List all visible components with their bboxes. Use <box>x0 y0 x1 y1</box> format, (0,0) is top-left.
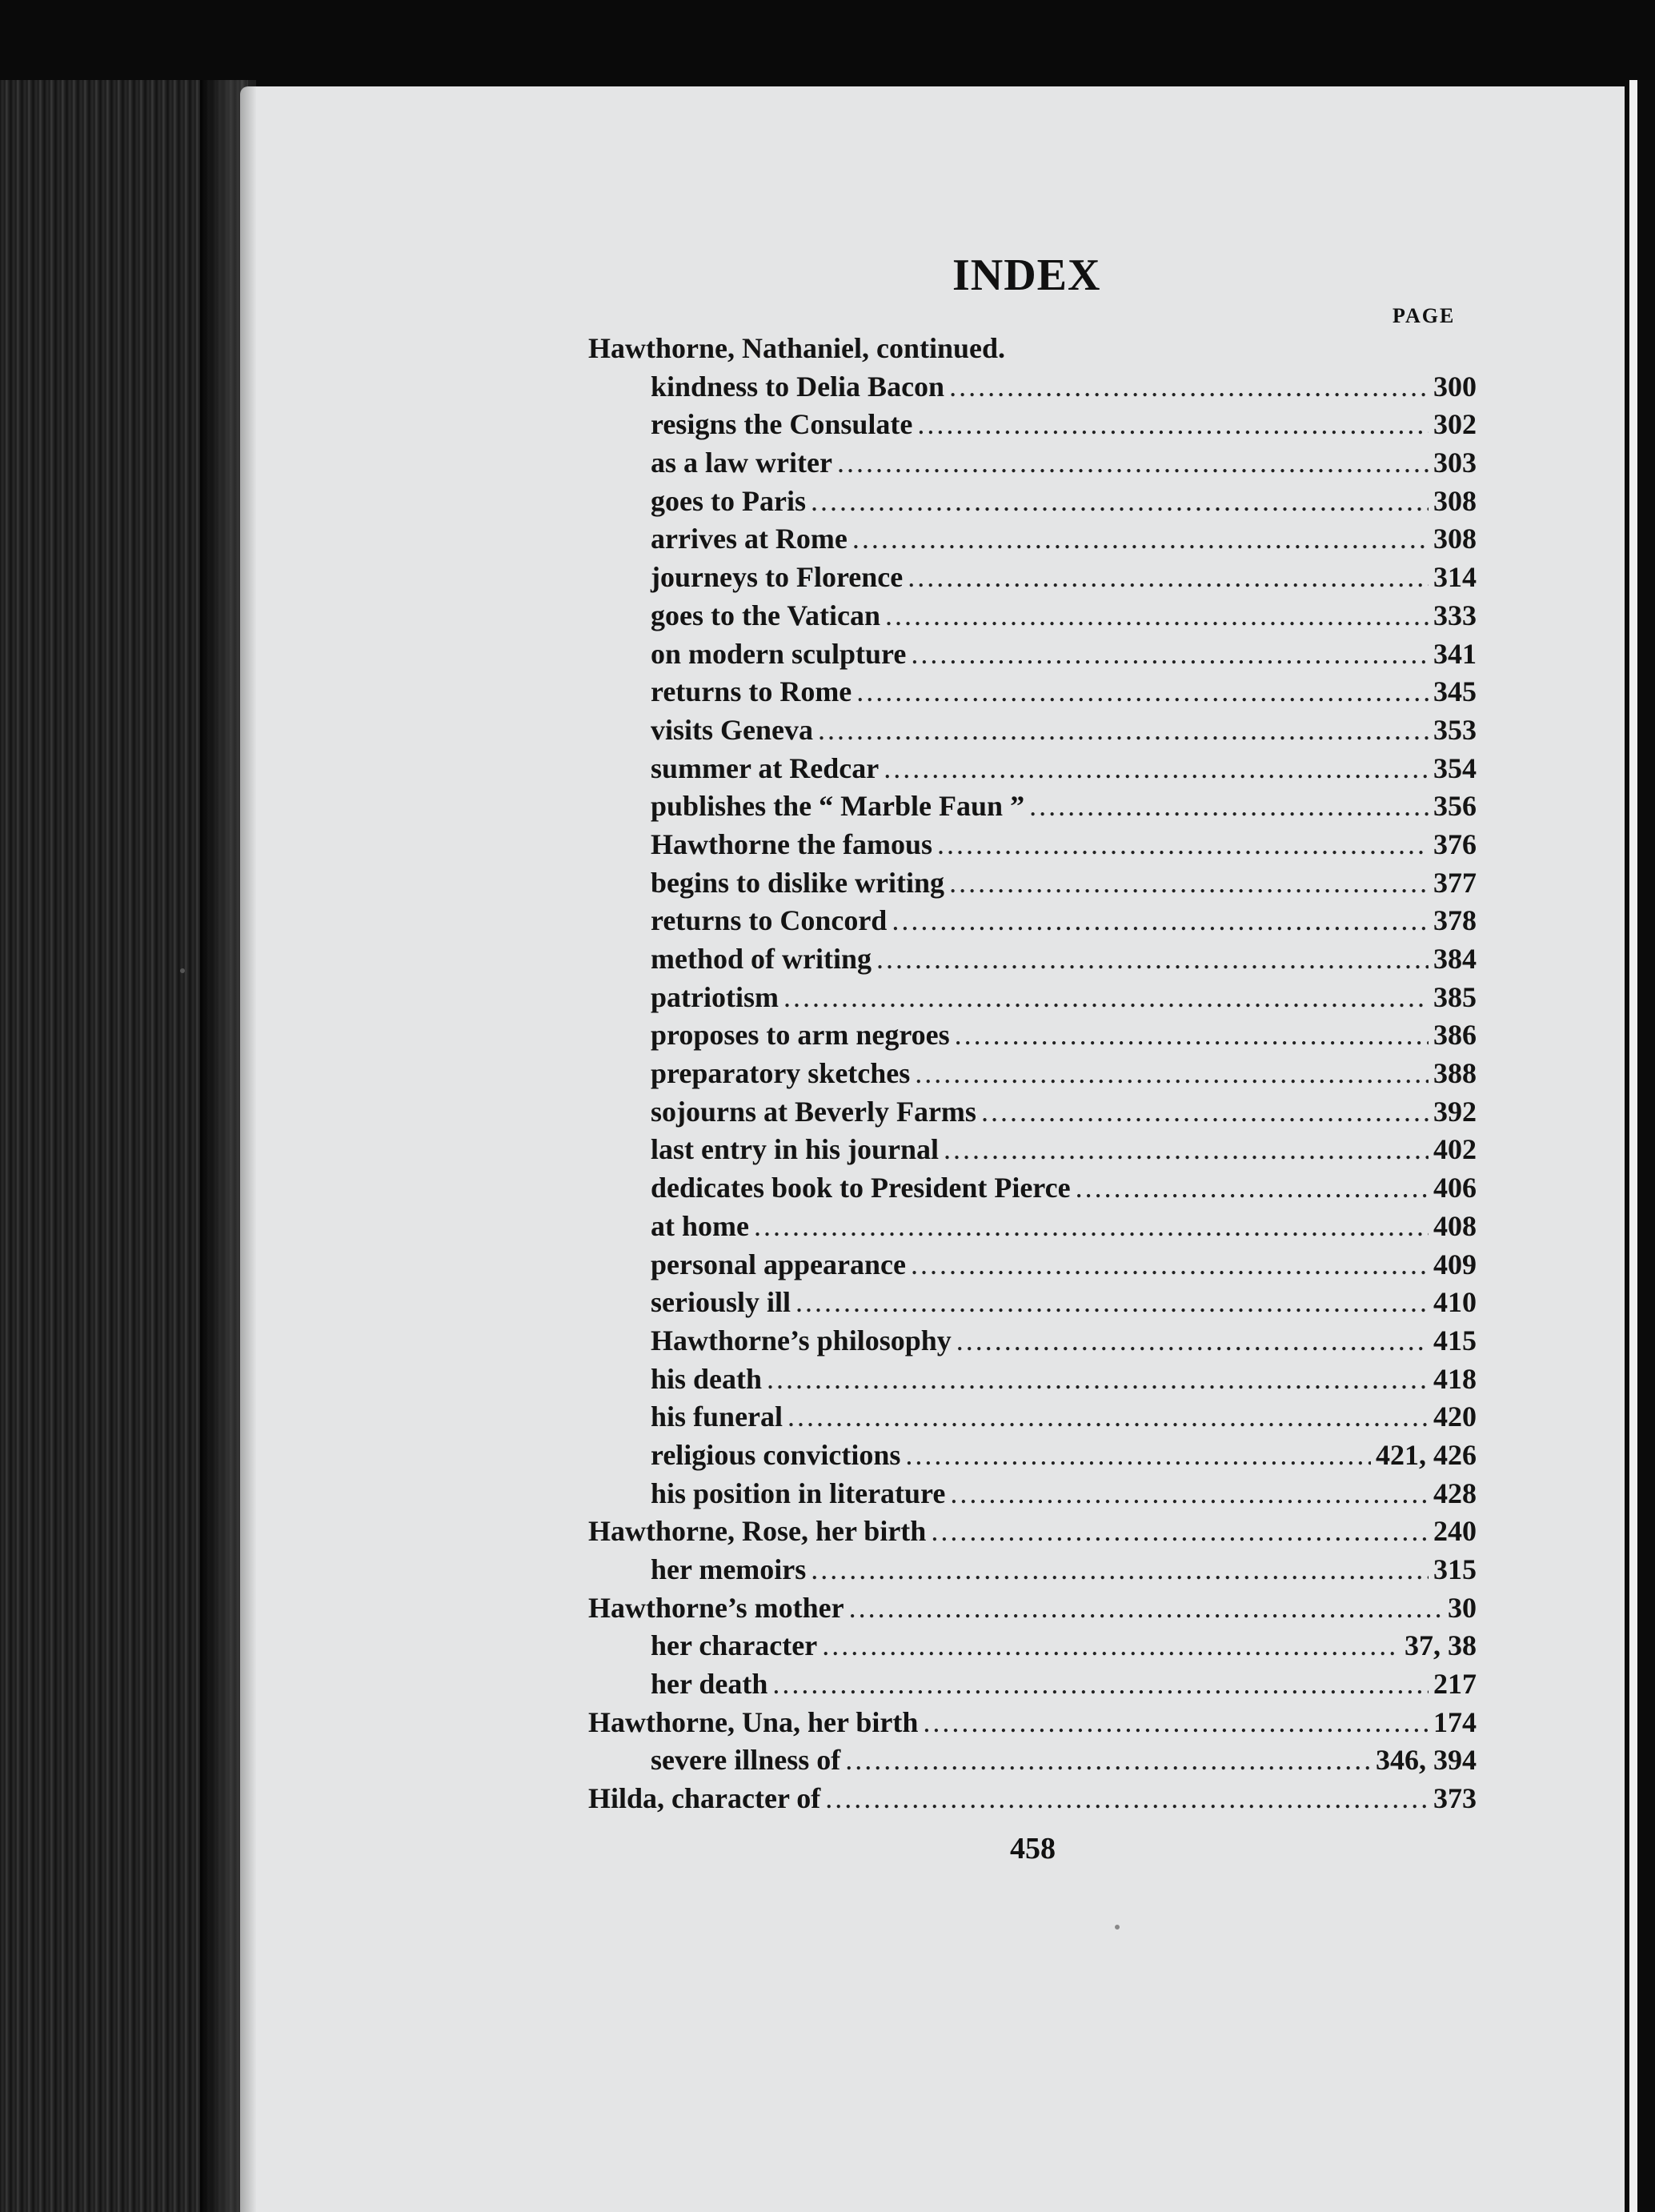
paper-speck <box>1115 1925 1120 1929</box>
index-entry <box>588 902 1477 940</box>
dot-leader <box>837 444 1429 483</box>
dot-leader <box>852 520 1429 559</box>
index-entry <box>588 1780 1477 1818</box>
entry-label: her memoirs <box>651 1553 807 1585</box>
index-entry <box>588 1627 1477 1665</box>
entry-page: 377 <box>1433 866 1477 899</box>
dot-leader <box>923 1704 1429 1742</box>
entry-label: his position in literature <box>651 1477 946 1509</box>
dot-leader <box>825 1780 1429 1818</box>
entry-label: personal appearance <box>651 1248 906 1280</box>
entry-page: 314 <box>1433 561 1477 594</box>
dot-leader <box>905 1437 1371 1475</box>
index-entries <box>588 330 1477 1818</box>
entry-label: patriotism <box>651 980 779 1013</box>
dot-leader <box>885 597 1429 635</box>
entry-page: 421, 426 <box>1376 1438 1477 1471</box>
index-entry <box>588 1665 1477 1704</box>
entry-label: resigns the Consulate <box>651 408 913 441</box>
entry-label: publishes the “ Marble Faun ” <box>651 790 1025 823</box>
index-entry <box>588 979 1477 1017</box>
dot-leader <box>950 1475 1429 1513</box>
entry-page: 384 <box>1433 943 1477 975</box>
dot-leader <box>911 635 1429 674</box>
entry-page: 385 <box>1433 980 1477 1013</box>
entry-page: 406 <box>1433 1172 1477 1204</box>
index-entry <box>588 597 1477 635</box>
entry-page: 386 <box>1433 1019 1477 1052</box>
entry-label: on modern sculpture <box>651 637 907 670</box>
entry-page: 308 <box>1433 523 1477 555</box>
index-entry <box>588 520 1477 559</box>
dot-leader <box>856 673 1429 711</box>
index-entry <box>588 483 1477 521</box>
dot-leader <box>795 1284 1429 1322</box>
entry-label: her death <box>651 1668 768 1701</box>
index-entry <box>588 673 1477 711</box>
entry-label: summer at Redcar <box>651 751 880 784</box>
index-entry <box>588 1475 1477 1513</box>
dot-leader <box>884 750 1429 788</box>
entry-label: goes to the Vatican <box>651 599 880 631</box>
entry-page: 30 <box>1448 1591 1477 1624</box>
entry-label: Hawthorne, Nathaniel, continued. <box>588 332 1006 364</box>
entry-page: 418 <box>1433 1362 1477 1395</box>
entry-page: 388 <box>1433 1057 1477 1090</box>
entry-label: preparatory sketches <box>651 1057 911 1090</box>
entry-page: 174 <box>1433 1705 1477 1738</box>
dot-leader <box>956 1322 1429 1360</box>
entry-label: visits Geneva <box>651 713 813 746</box>
entry-label: Hawthorne, Rose, her birth <box>588 1515 927 1548</box>
dot-leader <box>949 368 1429 407</box>
index-entry <box>588 1169 1477 1208</box>
entry-label: Hawthorne’s mother <box>588 1591 844 1624</box>
dot-leader <box>1029 787 1429 826</box>
entry-label: sojourns at Beverly Farms <box>651 1095 976 1128</box>
entry-label: arrives at Rome <box>651 523 848 555</box>
index-entry <box>588 1131 1477 1169</box>
index-entry <box>588 1398 1477 1437</box>
entry-label: last entry in his journal <box>651 1133 940 1166</box>
index-entry <box>588 635 1477 674</box>
dot-leader <box>908 559 1429 597</box>
entry-page: 408 <box>1433 1209 1477 1242</box>
dot-leader <box>911 1246 1429 1284</box>
entry-page: 346, 394 <box>1376 1744 1477 1777</box>
index-entry <box>588 368 1477 407</box>
entry-page: 420 <box>1433 1401 1477 1433</box>
index-entry <box>588 787 1477 826</box>
entry-page: 303 <box>1433 447 1477 479</box>
index-entry <box>588 1246 1477 1284</box>
entry-page: 354 <box>1433 751 1477 784</box>
entry-page: 341 <box>1433 637 1477 670</box>
index-entry <box>588 750 1477 788</box>
index-entry <box>588 1322 1477 1360</box>
entry-page: 428 <box>1433 1477 1477 1509</box>
entry-page: 373 <box>1433 1782 1477 1815</box>
entry-page: 240 <box>1433 1515 1477 1548</box>
entry-label: seriously ill <box>651 1286 791 1319</box>
index-entry <box>588 444 1477 483</box>
dot-leader <box>811 483 1429 521</box>
entry-page: 217 <box>1433 1668 1477 1701</box>
entry-page: 409 <box>1433 1248 1477 1280</box>
dot-leader <box>822 1627 1400 1665</box>
dot-leader <box>915 1055 1429 1093</box>
dot-leader <box>892 902 1429 940</box>
index-entry <box>588 1437 1477 1475</box>
index-heading <box>588 330 1477 368</box>
dot-leader <box>917 406 1429 444</box>
dot-leader <box>949 864 1429 903</box>
entry-page: 300 <box>1433 370 1477 403</box>
entry-label: returns to Concord <box>651 904 888 937</box>
entry-label: journeys to Florence <box>651 561 904 594</box>
dot-leader <box>811 1551 1429 1589</box>
entry-label: his death <box>651 1362 763 1395</box>
index-entry <box>588 1589 1477 1628</box>
dot-leader <box>981 1093 1429 1132</box>
entry-label: begins to dislike writing <box>651 866 945 899</box>
dot-leader <box>818 711 1429 750</box>
entry-label: dedicates book to President Pierce <box>651 1172 1071 1204</box>
edge-speck <box>180 968 185 973</box>
entry-page: 410 <box>1433 1286 1477 1319</box>
dot-leader <box>849 1589 1443 1628</box>
entry-label: proposes to arm negroes <box>651 1019 950 1052</box>
index-entry <box>588 1513 1477 1551</box>
entry-label: method of writing <box>651 943 872 975</box>
page-title: INDEX <box>952 250 1101 300</box>
dot-leader <box>931 1513 1429 1551</box>
entry-page: 402 <box>1433 1133 1477 1166</box>
entry-label: at home <box>651 1209 749 1242</box>
page-column-label: PAGE <box>1393 304 1456 327</box>
entry-page: 302 <box>1433 408 1477 441</box>
dot-leader <box>876 940 1429 979</box>
index-entry <box>588 1741 1477 1780</box>
index-entry <box>588 1093 1477 1132</box>
entry-label: Hawthorne the famous <box>651 827 932 860</box>
dot-leader <box>783 979 1429 1017</box>
dot-leader <box>767 1360 1429 1399</box>
index-entry <box>588 864 1477 903</box>
dot-leader <box>955 1016 1429 1055</box>
index-entry <box>588 940 1477 979</box>
entry-page: 37, 38 <box>1405 1629 1477 1662</box>
dot-leader <box>944 1131 1429 1169</box>
entry-page: 415 <box>1433 1324 1477 1356</box>
entry-label: his funeral <box>651 1401 783 1433</box>
entry-label: Hawthorne, Una, her birth <box>588 1705 919 1738</box>
index-entry <box>588 1704 1477 1742</box>
entry-label: severe illness of <box>651 1744 841 1777</box>
entry-page: 392 <box>1433 1095 1477 1128</box>
index-entry <box>588 1055 1477 1093</box>
entry-label: as a law writer <box>651 447 832 479</box>
index-entry <box>588 559 1477 597</box>
entry-label: Hilda, character of <box>588 1782 821 1815</box>
entry-page: 315 <box>1433 1553 1477 1585</box>
entry-page: 333 <box>1433 599 1477 631</box>
index-entry <box>588 1551 1477 1589</box>
index-entry <box>588 406 1477 444</box>
adjacent-page-edge <box>1629 80 1637 2212</box>
entry-page: 308 <box>1433 484 1477 517</box>
entry-label: her character <box>651 1629 818 1662</box>
entry-label: Hawthorne’s philosophy <box>651 1324 952 1356</box>
entry-label: religious convictions <box>651 1438 901 1471</box>
entry-label: returns to Rome <box>651 675 852 708</box>
index-entry <box>588 826 1477 864</box>
entry-page: 353 <box>1433 713 1477 746</box>
entry-label: kindness to Delia Bacon <box>651 370 945 403</box>
entry-page: 356 <box>1433 790 1477 823</box>
index-entry <box>588 1208 1477 1246</box>
entry-page: 378 <box>1433 904 1477 937</box>
dot-leader <box>937 826 1429 864</box>
entry-page: 376 <box>1433 827 1477 860</box>
dot-leader <box>1076 1169 1429 1208</box>
page-gutter-shadow <box>200 80 256 2212</box>
entry-label: goes to Paris <box>651 484 806 517</box>
index-entry <box>588 1360 1477 1399</box>
index-entry <box>588 1016 1477 1055</box>
entry-page: 345 <box>1433 675 1477 708</box>
index-entry <box>588 1284 1477 1322</box>
page-number: 458 <box>1010 1832 1056 1865</box>
index-entry <box>588 711 1477 750</box>
dot-leader <box>772 1665 1429 1704</box>
dot-leader <box>845 1741 1371 1780</box>
dot-leader <box>787 1398 1429 1437</box>
dot-leader <box>754 1208 1429 1246</box>
scan-top-border <box>0 0 1655 88</box>
